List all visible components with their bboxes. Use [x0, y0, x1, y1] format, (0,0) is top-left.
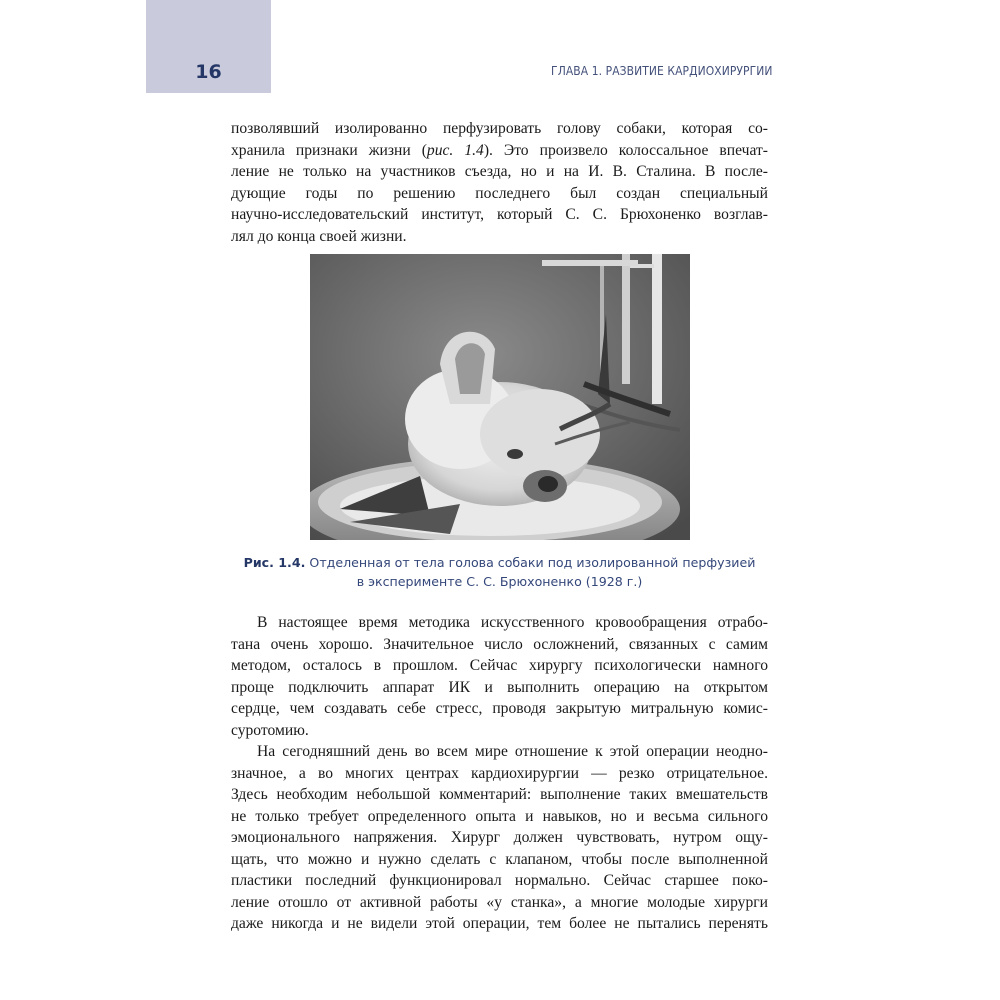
- page-number: 16: [195, 61, 222, 83]
- caption-label: Рис. 1.4.: [243, 555, 306, 570]
- text-line: суротомию.: [231, 721, 309, 739]
- paragraphs-bottom: [231, 612, 768, 935]
- text-line: позволявший изолированно перфузировать голову собаки, которая со-: [231, 120, 768, 137]
- page-number-tab: [146, 0, 271, 93]
- caption-line-2: в эксперименте С. С. Брюхоненко (1928 г.): [356, 574, 643, 589]
- text-line: ление не только на участников съезда, но и на И. В. Сталина. В после-: [231, 163, 768, 180]
- figure-photo-dog-head: [310, 254, 690, 540]
- text-line: дующие годы по решению последнего был создан специальный: [231, 184, 768, 202]
- text-line: значное, а во многих центрах кардиохирургии — резко отрицательное.: [231, 764, 768, 782]
- text-line: научно-исследовательский институт, который С. С. Брюхоненко возглав-: [231, 206, 768, 223]
- figure-caption: [231, 553, 768, 591]
- text-line: сердце, чем создавать себе стресс, проводя закрытую митральную комис-: [231, 700, 768, 717]
- text-line: В настоящее время методика искусственного кровообращения отрабо-: [257, 614, 768, 631]
- text-line: проще подключить аппарат ИК и выполнить операцию на открытом: [231, 678, 768, 696]
- text-line: тана очень хорошо. Значительное число осложнений, связанных с самим: [231, 635, 768, 653]
- text-line: ление отошло от активной работы «у станка», а многие молодые хирурги: [231, 893, 768, 911]
- figure-reference: рис. 1.4: [426, 141, 484, 159]
- text-fragment: ). Это произвело колоссальное впечат-: [483, 141, 768, 159]
- text-line: На сегодняшний день во всем мире отношение к этой операции неодно-: [257, 743, 768, 760]
- caption-line-1: [231, 553, 768, 572]
- text-line: не только требует определенного опыта и навыков, но и весьма сильного: [231, 807, 768, 825]
- caption-text: Отделенная от тела голова собаки под изолированной перфузией: [309, 555, 756, 570]
- running-head-chapter-title: ГЛАВА 1. РАЗВИТИЕ КАРДИОХИРУРГИИ: [551, 63, 773, 78]
- text-line: щать, что можно и нужно сделать с клапаном, чтобы после выполненной: [231, 850, 768, 868]
- text-line: методом, осталось в прошлом. Сейчас хирургу психологически намного: [231, 657, 768, 674]
- text-line-with-figure-ref: [231, 140, 768, 162]
- text-line: пластики последний функционировал нормально. Сейчас старшее поко-: [231, 872, 768, 889]
- text-line: даже никогда и не видели этой операции, тем более не пытались перенять: [231, 915, 768, 932]
- text-line: Здесь необходим небольшой комментарий: выполнение таких вмешательств: [231, 786, 768, 803]
- text-fragment: хранила признаки жизни (: [231, 141, 427, 159]
- text-line: эмоционального напряжения. Хирург должен чувствовать, нутром ощу-: [231, 829, 768, 846]
- paragraph-top: [231, 118, 768, 247]
- photo-illustration: [310, 254, 690, 540]
- text-line: лял до конца своей жизни.: [231, 227, 407, 245]
